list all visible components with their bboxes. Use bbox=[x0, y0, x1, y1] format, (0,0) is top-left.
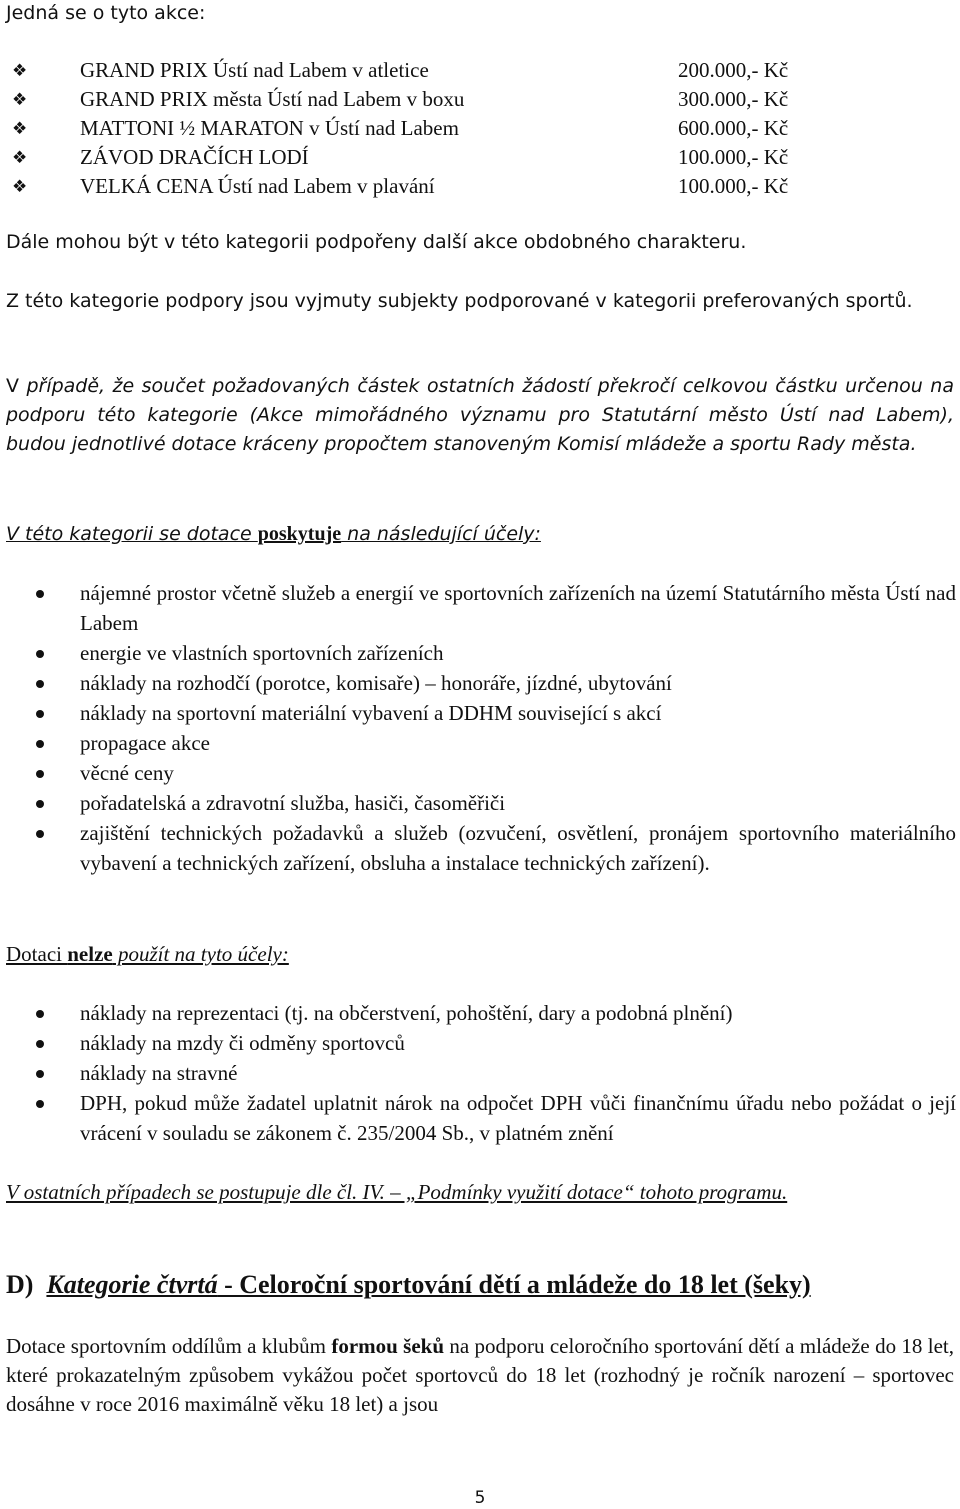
section-d-title: - Celoroční sportování dětí a mládeže do 18 let (šeky) bbox=[217, 1270, 811, 1299]
purposes-list bbox=[6, 578, 956, 878]
exclusions-heading-part2: použít na tyto účely: bbox=[112, 942, 289, 966]
bullet-icon bbox=[36, 680, 44, 688]
event-name: GRAND PRIX Ústí nad Labem v atletice bbox=[80, 58, 429, 82]
diamond-bullet-icon: ❖ bbox=[12, 61, 28, 80]
events-intro: Jedná se o tyto akce: bbox=[6, 2, 206, 24]
event-item bbox=[6, 85, 906, 114]
bullet-icon bbox=[36, 710, 44, 718]
events-list bbox=[6, 56, 906, 201]
reduction-text: případě, že součet požadovaných částek ostatních žádostí překročí celkovou částku určenou na podporu této kategorie (Akce mimořádného významu pro Statutární město Ústí nad Labem), budou jednotlivé dotace kráceny propočtem stanoveným Komisí mládeže a sportu Rady města. bbox=[6, 375, 954, 455]
event-amount: 600.000,- Kč bbox=[678, 116, 789, 140]
bullet-icon bbox=[36, 1010, 44, 1018]
event-name: VELKÁ CENA Ústí nad Labem v plavání bbox=[80, 174, 435, 198]
purposes-heading bbox=[6, 520, 954, 549]
bullet-icon bbox=[36, 800, 44, 808]
list-item: zajištění technických požadavků a služeb (ozvučení, osvětlení, pronájem sportovního materiálního vybavení a technických zařízení, obsluha a instalace technických zařízení). bbox=[6, 818, 956, 878]
bullet-icon bbox=[36, 650, 44, 658]
exclusions-list bbox=[6, 998, 956, 1148]
bullet-icon bbox=[36, 590, 44, 598]
event-name: MATTONI ½ MARATON v Ústí nad Labem bbox=[80, 116, 459, 140]
exclusions-heading bbox=[6, 940, 954, 969]
list-item: náklady na sportovní materiální vybavení a DDHM související s akcí bbox=[6, 698, 956, 728]
event-name: GRAND PRIX města Ústí nad Labem v boxu bbox=[80, 87, 465, 111]
bullet-icon bbox=[36, 1100, 44, 1108]
list-item: náklady na rozhodčí (porotce, komisaře) – honoráře, jízdné, ubytování bbox=[6, 668, 956, 698]
excluded-subjects-paragraph: Z této kategorie podpory jsou vyjmuty subjekty podporované v kategorii preferovaných sportů. bbox=[6, 290, 913, 312]
list-item: náklady na mzdy či odměny sportovců bbox=[6, 1028, 956, 1058]
purposes-heading-part1: V této kategorii se dotace bbox=[6, 523, 258, 545]
bullet-icon bbox=[36, 740, 44, 748]
other-cases-paragraph: V ostatních případech se postupuje dle čl. IV. – „Podmínky využití dotace“ tohoto programu. bbox=[6, 1180, 788, 1204]
reduction-lead: V bbox=[6, 375, 27, 397]
event-amount: 300.000,- Kč bbox=[678, 87, 789, 111]
diamond-bullet-icon: ❖ bbox=[12, 90, 28, 109]
section-d-category: Kategorie čtvrtá bbox=[46, 1270, 218, 1299]
diamond-bullet-icon: ❖ bbox=[12, 119, 28, 138]
reduction-paragraph bbox=[6, 372, 954, 459]
section-d-bold: formou šeků bbox=[331, 1334, 445, 1358]
section-d-heading bbox=[6, 1270, 811, 1300]
event-item bbox=[6, 56, 906, 85]
exclusions-heading-part1: Dotaci bbox=[6, 942, 68, 966]
bullet-icon bbox=[36, 770, 44, 778]
section-d-part2: na podporu celoročního sportování dětí a mládeže do 18 let, které prokazatelným způsobem vykážou počet sportovců do 18 let (rozhodný je ročník narození – sportovec dosáhne v roce 2016 maximálně věku 18 let) a jsou bbox=[6, 1334, 955, 1416]
diamond-bullet-icon: ❖ bbox=[12, 148, 28, 167]
list-item: věcné ceny bbox=[6, 758, 956, 788]
event-name: ZÁVOD DRAČÍCH LODÍ bbox=[80, 145, 309, 169]
event-item bbox=[6, 172, 906, 201]
list-item: náklady na reprezentaci (tj. na občerstvení, pohoštění, dary a podobná plnění) bbox=[6, 998, 956, 1028]
bullet-icon bbox=[36, 1070, 44, 1078]
section-d-paragraph bbox=[6, 1332, 954, 1419]
diamond-bullet-icon: ❖ bbox=[12, 177, 28, 196]
event-amount: 100.000,- Kč bbox=[678, 174, 789, 198]
list-item: pořadatelská a zdravotní služba, hasiči, časoměřiči bbox=[6, 788, 956, 818]
purposes-heading-bold: poskytuje bbox=[257, 523, 342, 545]
event-amount: 200.000,- Kč bbox=[678, 58, 789, 82]
section-d-part1: Dotace sportovním oddílům a klubům bbox=[6, 1334, 332, 1358]
exclusions-heading-bold: nelze bbox=[67, 942, 113, 966]
other-events-paragraph: Dále mohou být v této kategorii podpořeny další akce obdobného charakteru. bbox=[6, 231, 747, 253]
purposes-heading-part2: na následující účely: bbox=[341, 523, 541, 545]
bullet-icon bbox=[36, 1040, 44, 1048]
event-item bbox=[6, 143, 906, 172]
page-number: 5 bbox=[474, 1488, 486, 1508]
list-item: náklady na stravné bbox=[6, 1058, 956, 1088]
list-item: propagace akce bbox=[6, 728, 956, 758]
section-d-letter: D) bbox=[6, 1270, 34, 1299]
bullet-icon bbox=[36, 830, 44, 838]
event-item bbox=[6, 114, 906, 143]
list-item: DPH, pokud může žadatel uplatnit nárok na odpočet DPH vůči finančnímu úřadu nebo požádat o její vrácení v souladu se zákonem č. 235/2004 Sb., v platném znění bbox=[6, 1088, 956, 1148]
list-item: energie ve vlastních sportovních zařízeních bbox=[6, 638, 956, 668]
event-amount: 100.000,- Kč bbox=[678, 145, 789, 169]
list-item: nájemné prostor včetně služeb a energií ve sportovních zařízeních na území Statutárního města Ústí nad Labem bbox=[6, 578, 956, 638]
